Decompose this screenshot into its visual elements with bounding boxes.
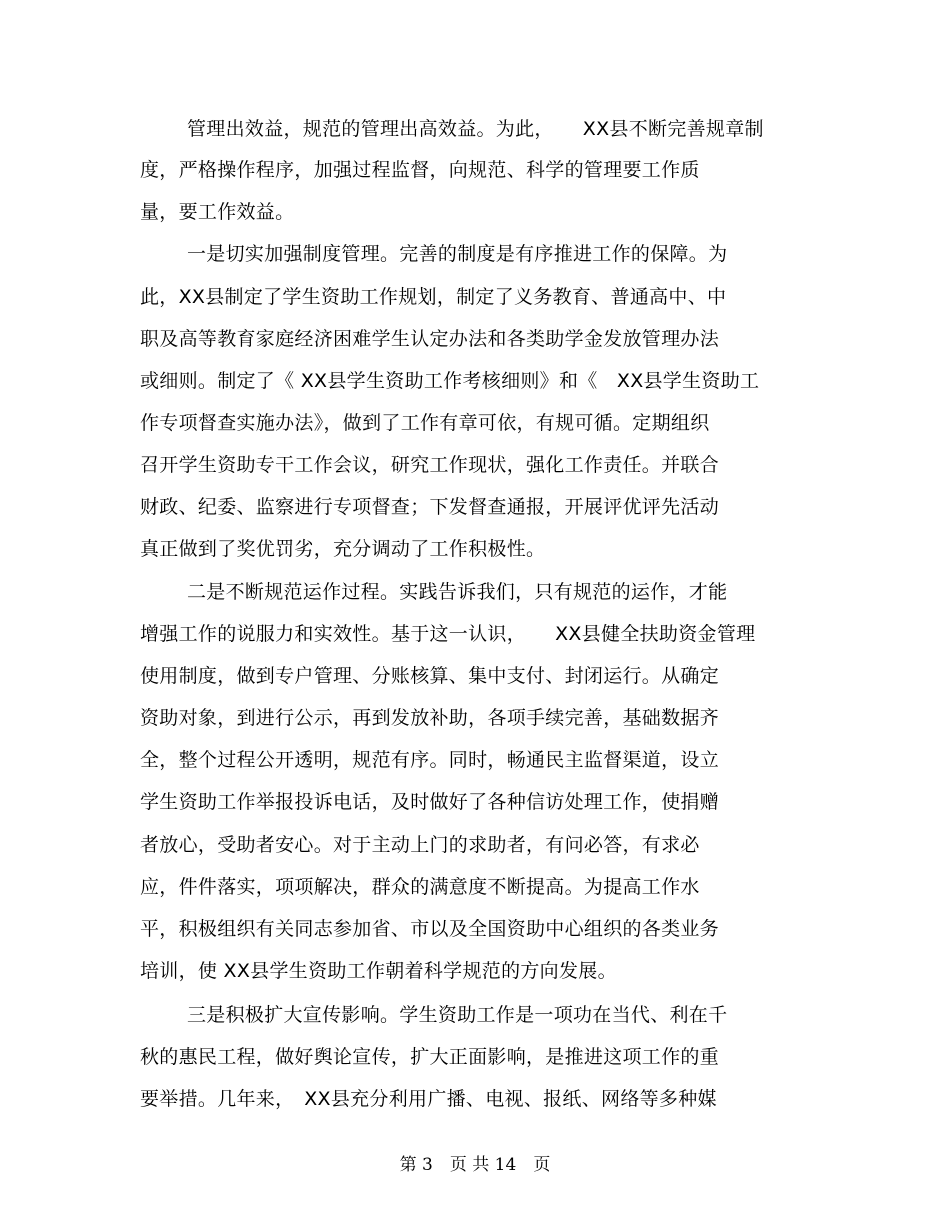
text-line: 应，件件落实，项项解决，群众的满意度不断提高。为提高工作水 bbox=[140, 876, 700, 898]
text-line: 全，整个过程公开透明，规范有序。同时，畅通民主监督渠道，设立 bbox=[140, 749, 720, 771]
text-line: 召开学生资助专干工作会议，研究工作现状，强化工作责任。并联合 bbox=[140, 454, 720, 476]
text-line: 或细则。制定了《 XX县学生资助工作考核细则》和《 XX县学生资助工 bbox=[140, 370, 760, 392]
text-line: 增强工作的说服力和实效性。基于这一认识， XX县健全扶助资金管理 bbox=[140, 623, 756, 645]
text-line: 二是不断规范运作过程。实践告诉我们，只有规范的运作，才能 bbox=[187, 581, 728, 603]
text-line: 三是积极扩大宣传影响。学生资助工作是一项功在当代、利在千 bbox=[187, 1004, 728, 1026]
text-line: 财政、纪委、监察进行专项督查；下发督查通报，开展评优评先活动 bbox=[140, 496, 720, 518]
text-line: 真正做到了奖优罚劣，充分调动了工作积极性。 bbox=[140, 538, 546, 560]
text-line: 职及高等教育家庭经济困难学生认定办法和各类助学金发放管理办法 bbox=[140, 328, 720, 350]
text-line: 此，XX县制定了学生资助工作规划，制定了义务教育、普通高中、中 bbox=[140, 286, 727, 308]
text-line: 学生资助工作举报投诉电话，及时做好了各种信访处理工作，使捐赠 bbox=[140, 791, 720, 813]
page-number-footer: 第 3 页 共 14 页 bbox=[399, 1155, 551, 1175]
text-line: 量，要工作效益。 bbox=[140, 201, 295, 223]
text-line: 者放心，受助者安心。对于主动上门的求助者，有问必答，有求必 bbox=[140, 834, 700, 856]
text-line: 培训，使 XX县学生资助工作朝着科学规范的方向发展。 bbox=[140, 960, 617, 982]
text-line: 平，积极组织有关同志参加省、市以及全国资助中心组织的各类业务 bbox=[140, 918, 720, 940]
text-line: 作专项督查实施办法》，做到了工作有章可依，有规可循。定期组织 bbox=[140, 412, 710, 434]
text-line: 要举措。几年来， XX县充分利用广播、电视、报纸、网络等多种媒 bbox=[140, 1088, 717, 1110]
text-line: 度，严格操作程序，加强过程监督，向规范、科学的管理要工作质 bbox=[140, 159, 700, 181]
text-line: 秋的惠民工程，做好舆论宣传，扩大正面影响，是推进这项工作的重 bbox=[140, 1046, 720, 1068]
text-line: 使用制度，做到专户管理、分账核算、集中支付、封闭运行。从确定 bbox=[140, 665, 720, 687]
text-line: 资助对象，到进行公示，再到发放补助，各项手续完善，基础数据齐 bbox=[140, 707, 720, 729]
text-line: 一是切实加强制度管理。完善的制度是有序推进工作的保障。为 bbox=[187, 243, 728, 265]
text-line: 管理出效益，规范的管理出高效益。为此， XX县不断完善规章制 bbox=[187, 118, 764, 140]
